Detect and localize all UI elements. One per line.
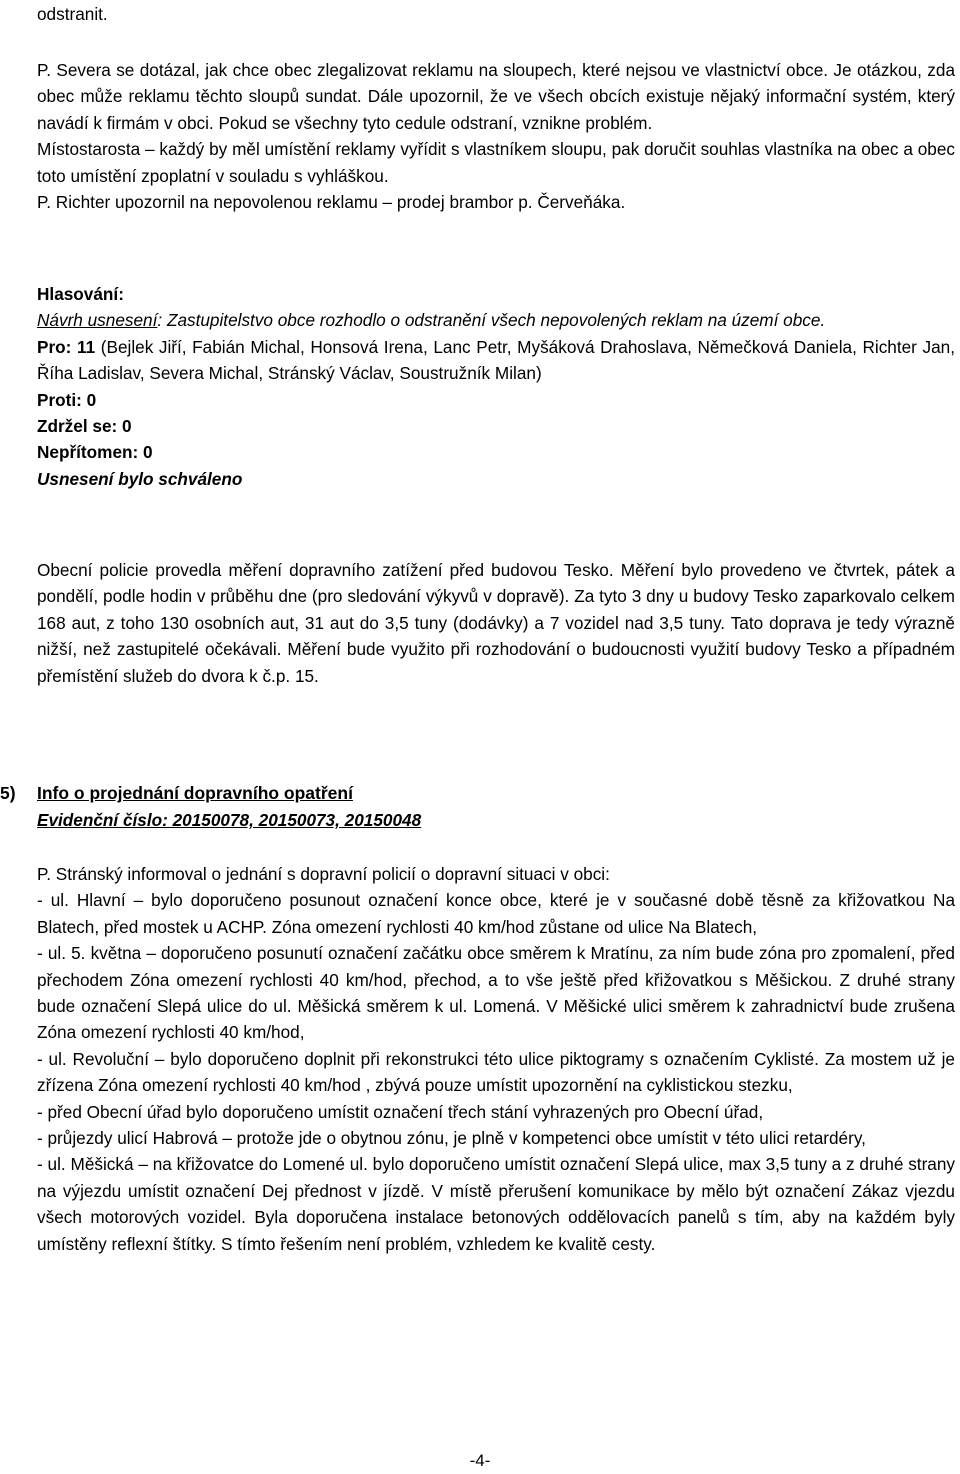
vote-pro <box>37 334 955 387</box>
item-5-kvetna: - ul. 5. května – doporučeno posunutí označení začátku obce směrem k Mratínu, za ním bude zóna pro zpomalení, před přechodem Zóna omezení rychlosti 40 km/hod, přechod, a to vše ještě před křižovatkou s Měšickou. Z druhé strany bude označení Slepá ulice do ul. Měšická směrem k ul. Lomená. V Měšické ulici směrem k zahradnictví bude zrušena Zóna omezení rychlosti 40 km/hod, <box>37 943 955 1043</box>
vote-result: Usnesení bylo schváleno <box>37 468 243 489</box>
section-5-body <box>37 861 955 1257</box>
richter-paragraph: P. Richter upozornil na nepovolenou reklamu – prodej brambor p. Červeňáka. <box>37 192 626 213</box>
item-habrova: - průjezdy ulicí Habrová – protože jde o obytnou zónu, je plně v kompetenci obce umístit v této ulici retardéry, <box>37 1128 866 1149</box>
vote-heading: Hlasování: <box>37 284 124 304</box>
stransky-intro: P. Stránský informoval o jednání s dopravní policií o dopravní situaci v obci: <box>37 864 610 884</box>
section-title: Info o projednání dopravního opatření <box>37 783 353 803</box>
vote-absent: Nepřítomen: 0 <box>37 442 153 463</box>
evidence-number: Evidenční číslo: 20150078, 20150073, 20150048 <box>37 810 422 830</box>
intro-line-text: odstranit. <box>37 4 108 24</box>
vote-proposal <box>37 307 955 333</box>
intro-line <box>37 1 955 27</box>
vote-against: Proti: 0 <box>37 389 97 410</box>
severa-paragraph: P. Severa se dotázal, jak chce obec zlegalizovat reklamu na sloupech, které nejsou ve vlastnictví obce. Je otázkou, zda obec může reklamu těchto sloupů sundat. Dále upozornil, že ve všech obcích existuje nějaký informační systém, který navádí k firmám v obci. Pokud se všechny tyto cedule odstraní, vznikne problém. <box>37 60 955 133</box>
evidence-line <box>37 807 955 833</box>
page-number: -4- <box>469 1451 491 1470</box>
item-revolucni: - ul. Revoluční – bylo doporučeno doplnit při rekonstrukci této ulice piktogramy s označením Cyklisté. Za mostem už je zřízena Zóna omezení rychlosti 40 km/hod , zbývá pouze umístit upozornění na cyklistickou stezku, <box>37 1048 955 1096</box>
item-hlavni: - ul. Hlavní – bylo doporučeno posunout označení konce obce, které je v současné době těsně za křižovatkou Na Blatech, před mostek u ACHP. Zóna omezení rychlosti 40 km/hod zůstane od ulice Na Blatech, <box>37 890 955 937</box>
vote-abstain: Zdržel se: 0 <box>37 416 132 437</box>
mistostarosta-paragraph: Místostarosta – každý by měl umístění reklamy vyřídit s vlastníkem sloupu, pak doručit souhlas vlastníka na obec a obec toto umístění zpoplatní v souladu s vyhláškou. <box>37 139 955 186</box>
traffic-paragraph: Obecní policie provedla měření dopravního zatížení před budovou Tesko. Měření bylo provedeno ve čtvrtek, pátek a pondělí, podle hodin v průběhu dne (pro sledování výkyvů v dopravě). Za tyto 3 dny u budovy Tesko zaparkovalo celkem 168 aut, z toho 130 osobních aut, 31 aut do 3,5 tuny (dodávky) a 7 vozidel nad 3,5 tuny. Tato doprava je tedy výrazně nižší, než zastupitelé očekávali. Měření bude využito při rozhodování o budoucnosti využití budovy Tesko a případném přemístění služeb do dvora k č.p. 15. <box>37 560 955 686</box>
pro-names: (Bejlek Jiří, Fabián Michal, Honsová Irena, Lanc Petr, Myšáková Drahoslava, Němečková Daniela, Richter Jan, Říha Ladislav, Severa Michal, Stránský Václav, Soustružník Milan) <box>37 336 955 384</box>
intro-paragraphs <box>37 57 955 215</box>
item-obecni-urad: - před Obecní úřad bylo doporučeno umístit označení třech stání vyhrazených pro Obecní úřad, <box>37 1101 764 1122</box>
vote-section <box>37 281 955 492</box>
pro-count: Pro: 11 <box>37 336 96 357</box>
section-number: 5) <box>0 783 16 803</box>
traffic-measurement <box>37 557 955 689</box>
proposal-text: : Zastupitelstvo obce rozhodlo o odstranění všech nepovolených reklam na území obce. <box>157 310 826 331</box>
item-mesicka: - ul. Měšická – na křižovatce do Lomené ul. bylo doporučeno umístit označení Slepá ulice, max 3,5 tuny a z druhé strany na výjezdu umístit označení Dej přednost v jízdě. V místě přerušení komunikace by mělo být označení Zákaz vjezdu všech motorových vozidel. Byla doporučena instalace betonových oddělovacích panelů s tím, aby na každém byly umístěny reflexní štítky. S tímto řešením není problém, vzhledem ke kvalitě cesty. <box>37 1154 955 1254</box>
section-5-heading <box>0 780 353 806</box>
proposal-label: Návrh usnesení <box>37 310 158 331</box>
